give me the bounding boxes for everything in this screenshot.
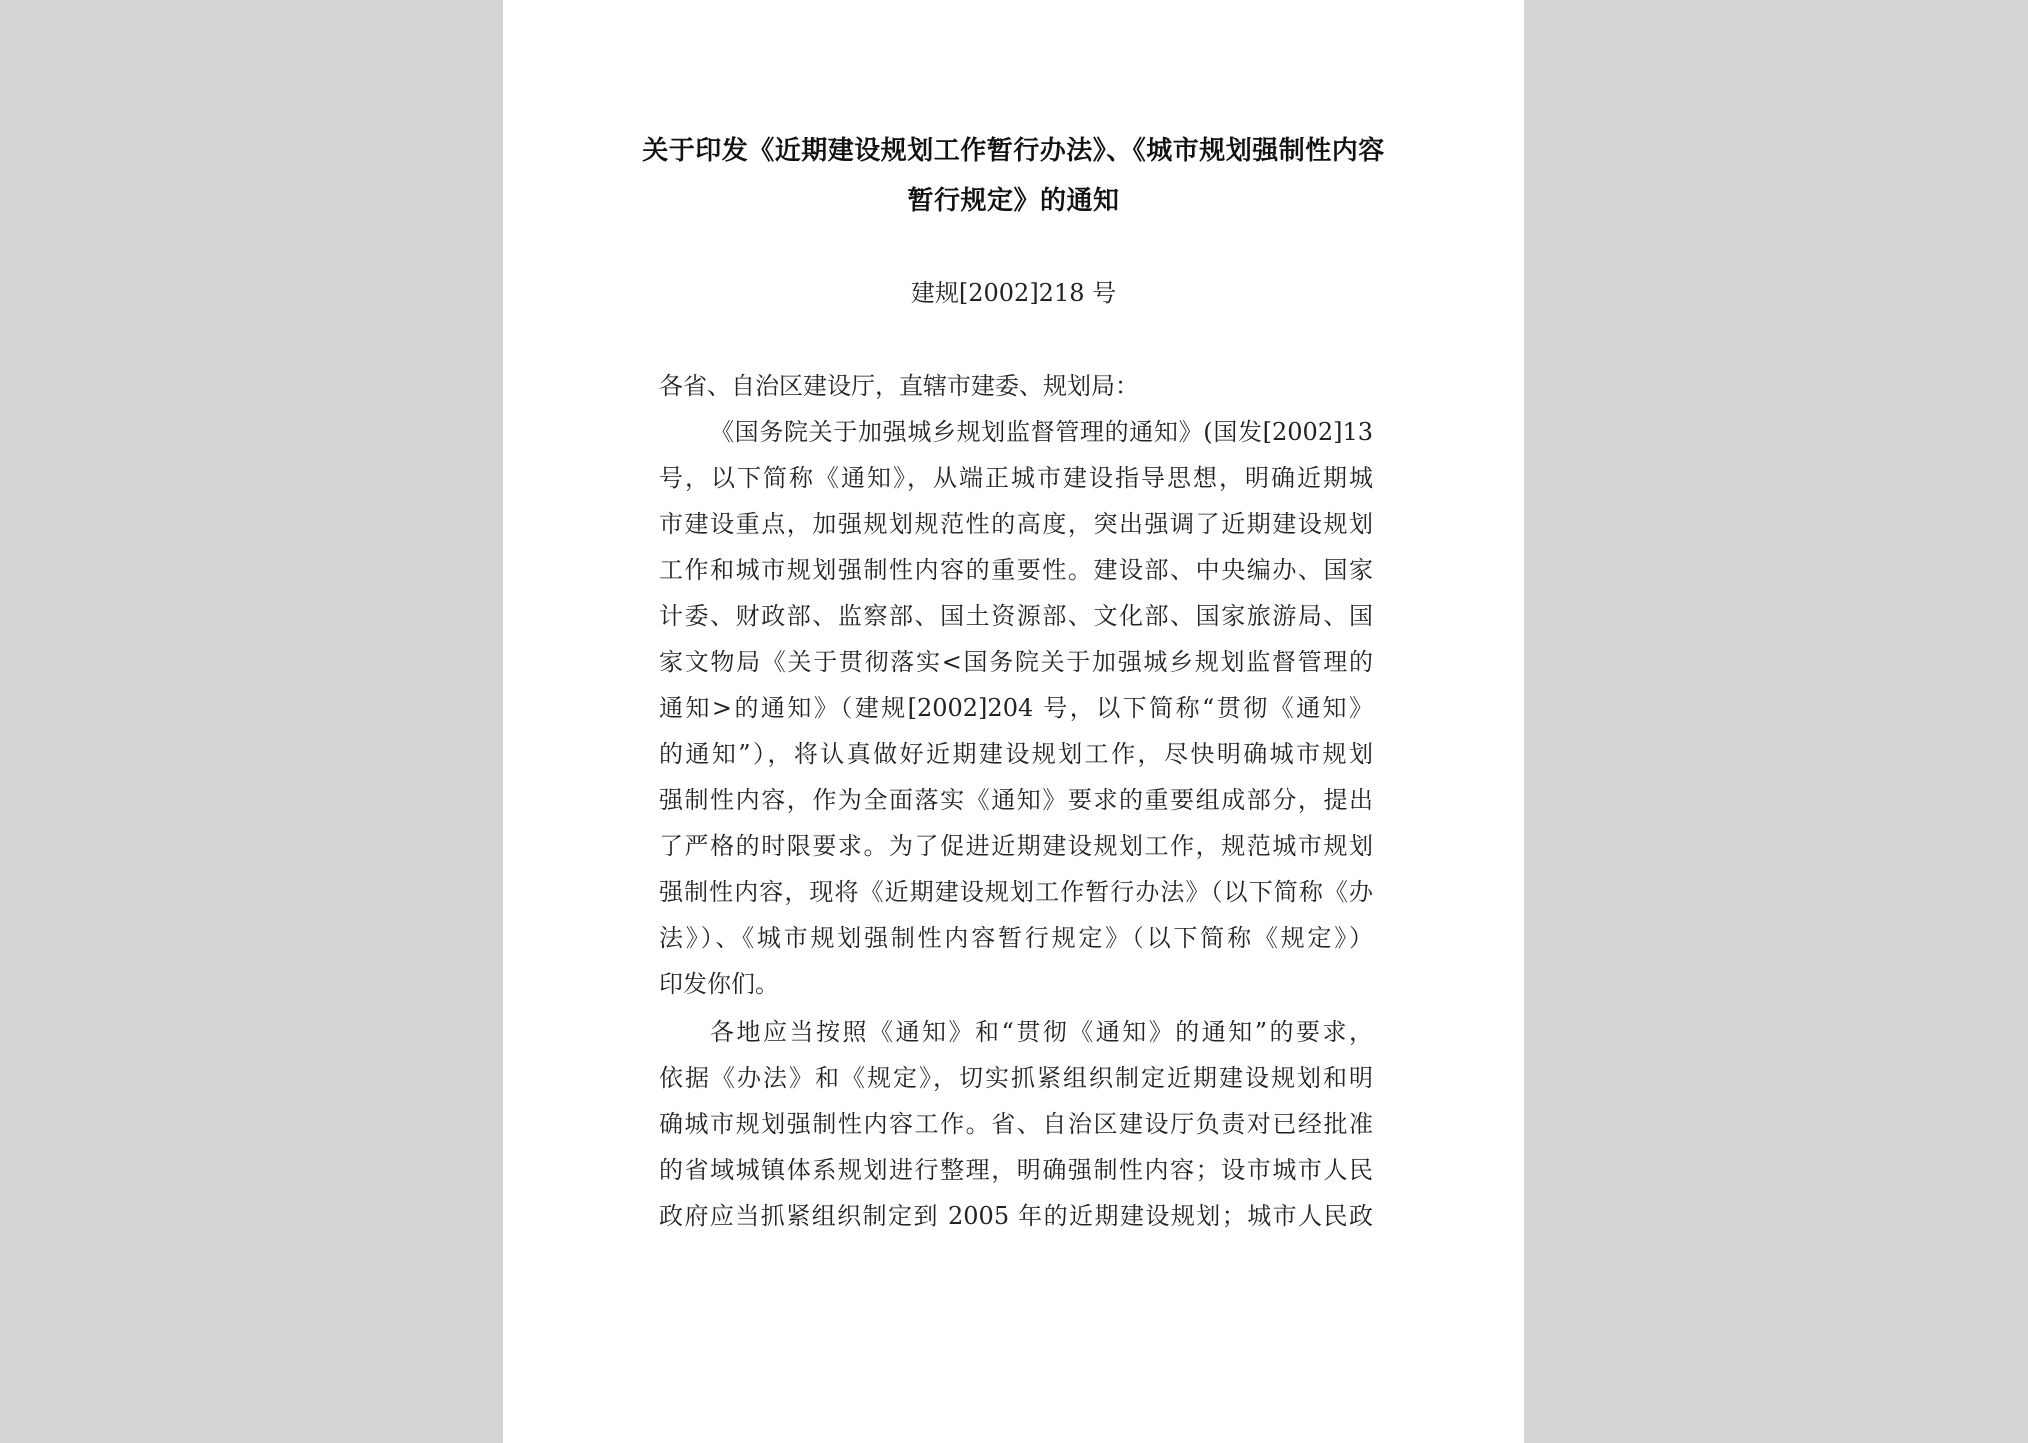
paragraph-1-line: 强制性内容，现将《近期建设规划工作暂行办法》（以下简称《办 [659,878,1373,906]
paragraph-1-line: 通知>的通知》（建规[2002]204 号，以下简称“贯彻《通知》 [659,694,1373,722]
paragraph-2-line: 各地应当按照《通知》和“贯彻《通知》的通知”的要求， [710,1018,1373,1046]
paragraph-1-line: 《国务院关于加强城乡规划监督管理的通知》(国发[2002]13 [710,418,1373,446]
paragraph-1-line: 家文物局《关于贯彻落实<国务院关于加强城乡规划监督管理的 [659,648,1373,676]
paragraph-2-line: 的省域城镇体系规划进行整理，明确强制性内容；设市城市人民 [659,1156,1373,1184]
paragraph-1-line: 强制性内容，作为全面落实《通知》要求的重要组成部分，提出 [659,786,1373,814]
document-number: 建规[2002]218 号 [910,279,1117,307]
document-page [503,0,1524,1443]
paragraph-1-line: 了严格的时限要求。为了促进近期建设规划工作，规范城市规划 [659,832,1373,860]
paragraph-1-line: 法》）、《城市规划强制性内容暂行规定》（以下简称《规定》） [659,924,1373,952]
paragraph-1-line: 的通知”），将认真做好近期建设规划工作，尽快明确城市规划 [659,740,1373,768]
paragraph-1-line: 市建设重点，加强规划规范性的高度，突出强调了近期建设规划 [659,510,1373,538]
paragraph-2-line: 政府应当抓紧组织制定到 2005 年的近期建设规划；城市人民政 [659,1202,1373,1230]
document-title-line-1: 关于印发《近期建设规划工作暂行办法》、《城市规划强制性内容 [642,136,1385,166]
paragraph-1-line: 号，以下简称《通知》，从端正城市建设指导思想，明确近期城 [659,464,1373,492]
paragraph-1-line: 计委、财政部、监察部、国土资源部、文化部、国家旅游局、国 [659,602,1373,630]
document-title-line-2: 暂行规定》的通知 [907,186,1120,216]
paragraph-1-line: 工作和城市规划强制性内容的重要性。建设部、中央编办、国家 [659,556,1373,584]
paragraph-1-line: 印发你们。 [659,970,779,998]
paragraph-2-line: 确城市规划强制性内容工作。省、自治区建设厅负责对已经批准 [659,1110,1373,1138]
paragraph-2-line: 依据《办法》和《规定》，切实抓紧组织制定近期建设规划和明 [659,1064,1373,1092]
salutation: 各省、自治区建设厅，直辖市建委、规划局： [659,372,1139,400]
